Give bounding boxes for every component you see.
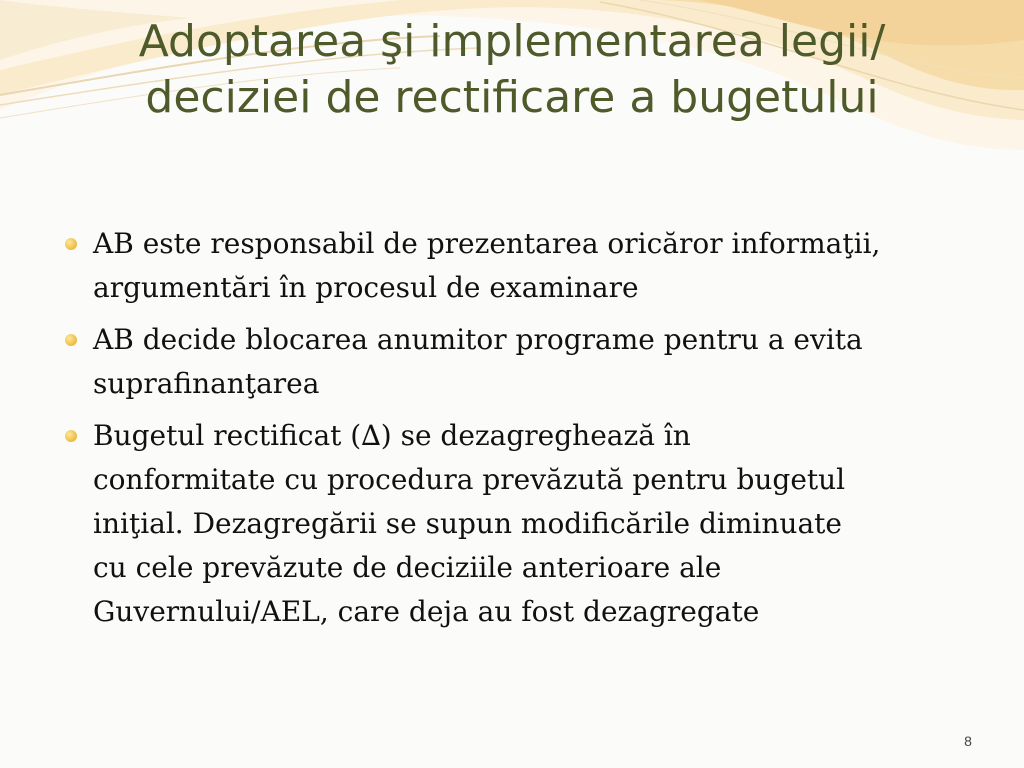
slide-title-line-2: deciziei de rectificare a bugetului <box>145 72 879 123</box>
bullet-1-line-1: AB este responsabil de prezentarea oricăror informaţii, <box>93 227 881 260</box>
bullet-3-line-5: Guvernului/AEL, care deja au fost dezagregate <box>93 595 760 628</box>
slide-title <box>40 14 984 126</box>
bullet-2-line-2: suprafinanţarea <box>93 367 320 400</box>
bullet-3-line-1: Bugetul rectificat (∆) se dezagreghează în <box>93 419 691 452</box>
bullet-3-line-2: conformitate cu procedura prevăzută pentru bugetul <box>93 463 846 496</box>
page-number: 8 <box>964 733 972 749</box>
bullet-3-line-3: iniţial. Dezagregării se supun modificările diminuate <box>93 507 842 540</box>
bullet-3-line-4: cu cele prevăzute de deciziile anterioare ale <box>93 551 722 584</box>
bullet-item-1 <box>62 222 972 310</box>
bullet-dot-icon <box>65 430 77 442</box>
slide-title-line-1: Adoptarea şi implementarea legii/ <box>138 16 886 67</box>
bullet-item-2 <box>62 318 972 406</box>
bullet-list <box>62 222 972 642</box>
bullet-dot-icon <box>65 334 77 346</box>
bullet-2-line-1: AB decide blocarea anumitor programe pentru a evita <box>93 323 863 356</box>
bullet-item-3 <box>62 414 972 634</box>
bullet-dot-icon <box>65 238 77 250</box>
bullet-1-line-2: argumentări în procesul de examinare <box>93 271 639 304</box>
